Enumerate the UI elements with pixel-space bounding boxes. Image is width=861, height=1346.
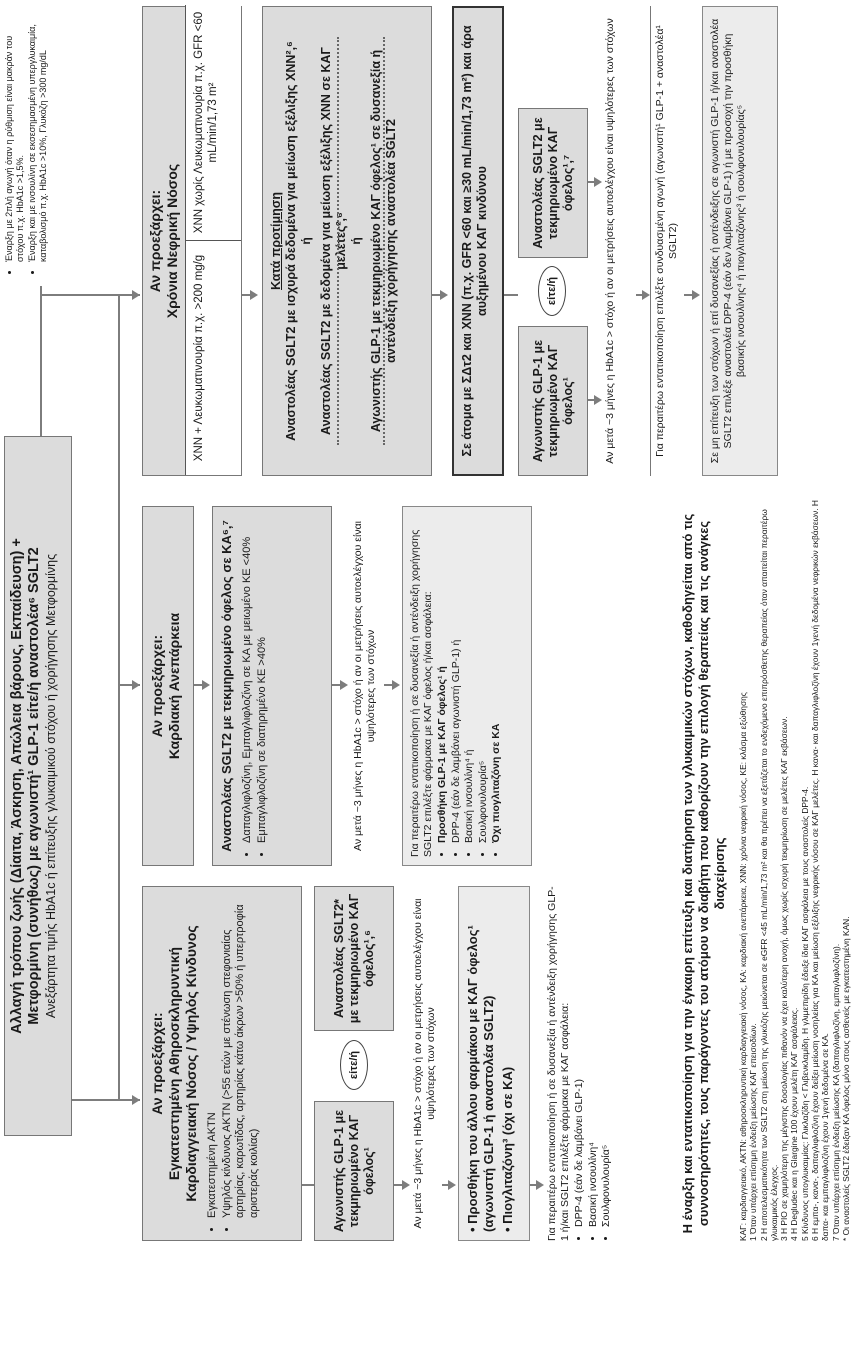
hf-sglt2-box	[212, 506, 332, 866]
ckd-pref-1: Αναστολέας SGLT2 με ισχυρά δεδομένα για μείωση εξέλιξης ΧΝΝ²,⁶	[284, 41, 298, 441]
arrow-ascvd	[132, 1095, 140, 1105]
ascvd-arrow-4	[536, 1180, 544, 1190]
ckd-final-text: Σε μη επίτευξη των στόχων ή επί δυσανεξίας ή αντένδειξης σε αγωνιστή GLP-1 ή/και αναστολέα SGLT2 επιλέξε αναστολέα DPP-4 (εάν δεν λαμβάνει GLP-1) ή με προσοχή την προσθήκη βασικής ινσουλίνης⁴ ή πιογλιταζόνης³ ή σουλφονυλουρίας⁵	[709, 18, 747, 464]
ckd-arrow-4b	[594, 177, 602, 187]
ckd-either: είτε/ή	[538, 266, 566, 316]
ascvd-add-other: • Προσθήκη του άλλου φαρμάκου με ΚΑΓ όφελος¹ (αγωνιστή GLP-1 ή αναστολέα SGLT2)	[465, 925, 496, 1232]
ascvd-glp1: Αγωνιστής GLP-1 με τεκμηριωμένο ΚΑΓ όφελος¹	[331, 1109, 376, 1233]
hf-header-1: Αν προεξάρχει:	[149, 634, 165, 738]
hf-further-4: • Σουλφονυλουρία⁵	[477, 515, 490, 843]
hf-further-box	[402, 506, 532, 866]
start-note	[4, 6, 50, 276]
ckd-header-2: Χρόνια Νεφρική Νόσος	[164, 163, 180, 319]
ckd-pref-title: Κατά προτίμηση	[269, 192, 283, 290]
ascvd-arrow-2	[402, 1180, 410, 1190]
footnote-1: 1 Όταν υπάρχει επίσημη ένδειξη μείωσης ΚΑΓ επεισοδίων.	[748, 1023, 759, 1241]
hf-sglt2: Αναστολέας SGLT2 με τεκμηριωμένο όφελος σε ΚΑ⁶,⁷	[219, 520, 234, 852]
ckd-sglt2: Αναστολέας SGLT2 με τεκμηριωμένο ΚΑΓ όφελος¹,⁷	[530, 117, 575, 249]
top-line-3: Ανεξάρτητα τιμής HbA1c ή επίτευξης γλυκαιμικού στόχου ή χορήγησης Μετφορμίνης	[44, 553, 58, 1019]
hf-bullet-2: • Εμπαγλιφλοζίνη σε διατηρημένο ΚΕ >40%	[256, 515, 270, 843]
ckd-arrow-6	[692, 290, 700, 300]
ckd-final-box	[702, 6, 778, 476]
hf-further-5: • Όχι πιογλιταζόνη σε ΚΑ	[490, 515, 503, 843]
hf-bullet-1: • Δαπαγλιφλοζίνη, Εμπαγλιφλοζίνη σε ΚΑ με μειωμένο ΚΕ <40%	[241, 515, 255, 843]
ckd-sub-left	[185, 240, 241, 475]
ascvd-if-after: Αν μετά ~3 μήνες η HbA1c > στόχο ή αν οι μετρήσεις αυτοελέγχου είναι υψηλότερες των στόχων	[412, 898, 437, 1229]
connector-branch	[118, 296, 120, 1101]
ckd-glp1-box	[518, 326, 588, 476]
bottom-banner-text: Η έναρξη και εντατικοποίηση για την έγκαιρη επίτευξη και διατήρηση των γλυκαιμικών στόχων, καθοδηγείται από τις συννοσηρότητες, τους παράγοντες του ατόμου να διαβήτη που καθορίζουν την επιλογή θεραπείας και τις ανάγκες διαχείρισης	[680, 513, 727, 1234]
ckd-arrow-1	[250, 290, 258, 300]
ascvd-glp1-box	[314, 1101, 394, 1241]
footnote-0: ΚΑΓ: καρδιαγγειακό, ΑΚΤΝ: αθηροσκληρυντική καρδιαγγειακή νόσος, ΚΑ: καρδιακή ανεπάρκεια, ΧΝΝ: χρόνια νεφρική νόσος, ΚΕ: κλάσμα εξώθησης	[738, 692, 748, 1241]
ckd-sglt2-box	[518, 108, 588, 258]
connector-ckd-up	[40, 294, 120, 296]
ascvd-bullet-2: • Υψηλός κίνδυνος ΑΚΤΝ (>55 ετών με στένωση στεφανιαίας αρτηρίας, καρωτίδας, αρτηρίας κάτω άκρων >50% ή υπερτροφία αριστεράς κοιλίας)	[221, 895, 262, 1218]
ascvd-pio: • Πιογλιταζόνη³ (όχι σε ΚΑ)	[500, 1066, 515, 1232]
ascvd-add-box	[458, 886, 530, 1241]
hf-arrow-1	[202, 680, 210, 690]
arrow-hf	[132, 680, 140, 690]
footnote-2: 2 Η αποτελεσματικότητα των SGLT2 στη μείωση της γλυκόζης μειώνεται σε eGFR <45 mL/min/1,73 m² και θα πρέπει να εξετάζεται το ενδεχόμενο επιπρόσθετης θεραπείας όταν απαιτείται περαιτέρω γλυκαιμικός έλεγχος.	[758, 509, 779, 1241]
ckd-sub-left-text: ΧΝΝ + Λευκωματινουρία π.χ. >200 mg/g	[193, 254, 205, 462]
top-box	[4, 436, 72, 1136]
start-note-2: • Έναρξη και με ινσουλίνη σε εκσεσημασμένη υπεργλυκαιμία, καταβολισμό π.χ. HbA1c >10%, Γλυκόζη >300 mg/dL	[27, 6, 49, 262]
ascvd-sglt2-box	[314, 886, 394, 1031]
start-note-1: • Έναρξη με 2πλή αγωγή όταν η ρύθμιση είναι μακράν του στόχου π.χ. HbA1c >1,5%.	[4, 6, 26, 262]
hf-further-2: • DPP-4 (εάν δε λαμβάνει αγωνιστή GLP-1) ή	[450, 515, 463, 843]
ckd-if-after: Αν μετά ~3 μήνες η HbA1c > στόχο ή αν οι μετρήσεις αυτοελέγχου είναι υψηλότερες των στόχων	[604, 18, 616, 464]
hf-further-text: Για περαιτέρω εντατικοποίηση ή σε δυσανεξία ή αντένδειξη χορήγησης SGLT2 επιλέξτε φάρμακα με ΚΑΓ όφελος ή/και ασφάλεια:	[409, 529, 434, 857]
ckd-divider-2	[383, 37, 385, 445]
ckd-pref-3: Αγωνιστής GLP-1 με τεκμηριωμένο ΚΑΓ όφελος¹ σε δυσανεξία ή αντένδειξη χορήγησης αναστολέα SGLT2	[369, 49, 398, 433]
ascvd-header-3: Καρδιαγγειακή Νόσος / Υψηλός Κίνδυνος	[183, 925, 199, 1202]
ascvd-header-1: Αν προεξάρχει:	[149, 1012, 165, 1115]
ascvd-header-2: Εγκατεστημένη Αθηροσκληρυντική	[166, 946, 182, 1181]
connector-spine	[72, 1099, 118, 1101]
ckd-header-box	[142, 6, 242, 476]
ckd-or-1: ή	[299, 237, 313, 245]
footnotes	[738, 481, 851, 1241]
ckd-dm-box	[452, 6, 504, 476]
ascvd-further-3: • Σουλφονυλουρία⁵	[600, 886, 613, 1227]
ckd-line-3	[504, 294, 518, 296]
arrow-ckd	[132, 290, 140, 300]
ckd-or-2: ή	[349, 237, 363, 245]
footnote-7: 7 Όταν υπάρχει επίσημη ένδειξη μείωσης ΚΑ (δαπαγλιφλοζίνη, εμπαγλιφλοζίνη).	[830, 943, 841, 1241]
ckd-divider-1	[337, 37, 339, 445]
ascvd-header-box	[142, 886, 302, 1241]
footnote-8: * Οι αναστολείς SGLT2 έδειξαν ΚΑ όφελος μόνο στους ασθενείς με εγκατεστημένη ΚΑΝ.	[840, 916, 851, 1241]
ascvd-bullet-1: • Εγκατεστημένη ΑΚΤΝ	[206, 895, 220, 1218]
hf-further-3: • Βασική ινσουλίνη⁴ ή	[463, 515, 476, 843]
ascvd-arrow-3	[448, 1180, 456, 1190]
ascvd-further	[546, 886, 614, 1241]
hf-header-2: Καρδιακή Ανεπάρκεια	[166, 612, 182, 760]
ckd-further: Για περαιτέρω εντατικοποίηση επιλέξτε συνδυασμένη αγωγή (αγωνιστή¹ GLP-1 + αναστολέα¹ SGLT2)	[650, 6, 680, 476]
footnote-5: 5 Κίνδυνος υπογλυκαιμίας: Γλικλαζίδη < Γλιβενκλαμίδη. Η γλιμεπιρίδη έδειξε ίδια ΚΑΓ ασφάλεια με τους αναστολείς DPP-4.	[799, 786, 810, 1241]
ckd-dm-text: Σε άτομα με ΣΔτ2 και ΧΝΝ (π.χ. GFR <60 και ≥30 mL/min/1,73 m²) και άρα αυξημένου ΚΑΓ κινδύνου	[460, 25, 489, 457]
hf-further-1: • Προσθήκη GLP-1 με ΚΑΓ όφελος¹ ή	[436, 515, 449, 843]
ascvd-further-1: • DPP-4 (εάν δε λαμβάνει GLP-1)	[573, 886, 586, 1227]
ckd-arrow-2	[440, 290, 448, 300]
hf-arrow-3	[392, 680, 400, 690]
ascvd-either: είτε/ή	[340, 1040, 368, 1090]
footnote-4: 4 Η Degludec και η Glargine 100 έχουν μελέτη ΚΑΓ ασφάλειας.	[789, 1007, 800, 1241]
bottom-banner-visible	[680, 506, 728, 1241]
ascvd-line-1	[302, 1184, 314, 1186]
ckd-glp1: Αγωνιστής GLP-1 με τεκμηριωμένο ΚΑΓ όφελος¹	[530, 339, 575, 463]
ckd-arrow-5	[642, 290, 650, 300]
top-line-1: Αλλαγή τρόπου ζωής (Δίαιτα, Άσκηση, Απώλεια βάρους, Εκπαίδευση) +	[9, 538, 25, 1034]
ascvd-sglt2: Αναστολέας SGLT2* με τεκμηριωμένο ΚΑΓ όφελος¹,⁶	[331, 893, 376, 1024]
connector-main	[40, 286, 42, 436]
ckd-sub-right	[185, 5, 241, 240]
ascvd-further-text: Για περαιτέρω εντατικοποίηση ή σε δυσανεξία ή αντένδειξη χορήγησης GLP-1 ή/και SGLT2 επιλέξτε φάρμακα με ΚΑΓ ασφάλεια:	[546, 886, 571, 1241]
footnote-3: 3 Η PIO σε χαμηλότερη της μέγιστης δοσολογίας πιθανόν να έχει καλύτερη ανοχή, όμως χωρίς ισχυρή τεκμηρίωση σε μελέτες ΚΑΓ εκβάσεων.	[779, 716, 790, 1241]
ckd-pref-2: Αναστολέας SGLT2 με δεδομένα για μείωση εξέλιξης ΧΝΝ σε ΚΑΓ μελέτες²,⁶	[319, 47, 348, 435]
ascvd-further-2: • Βασική ινσουλίνη⁴	[587, 886, 600, 1227]
footnote-6: 6 Η εμπα-, κανα-, δαπαγλιφλοζίνη έχουν δείξει μείωση νοσηλείας για ΚΑ και μείωση εξέλιξης νεφρικής νόσου σε ΚΑΓ μελέτες. Η κανα- και δαπαγλιφλοζίνη έχουν 1γενή δεδομένα νεφρικών εκβάσεων. Η δαπα- και εμπαγλιφλοζίνη έχουν 1γενή δεδομένα σε ΚΑ.	[810, 500, 831, 1241]
hf-arrow-2	[340, 680, 348, 690]
ckd-arrow-4	[594, 395, 602, 405]
ckd-pref-box	[262, 6, 432, 476]
hf-header-box	[142, 506, 194, 866]
top-line-2: Μετφορμίνη (συνήθως) με αγωνιστή¹ GLP-1 είτε/ή αναστολέα⁶ SGLT2	[26, 547, 42, 1025]
ckd-sub-right-text: ΧΝΝ χωρίς Λευκωματινουρία π.χ. GFR <60 mL/min/1,73 m²	[193, 11, 219, 234]
ckd-header-1: Αν προεξάρχει:	[147, 189, 163, 293]
hf-if-after: Αν μετά ~3 μήνες η HbA1c > στόχο ή αν οι μετρήσεις αυτοελέγχου είναι υψηλότερες των στόχων	[352, 521, 377, 851]
